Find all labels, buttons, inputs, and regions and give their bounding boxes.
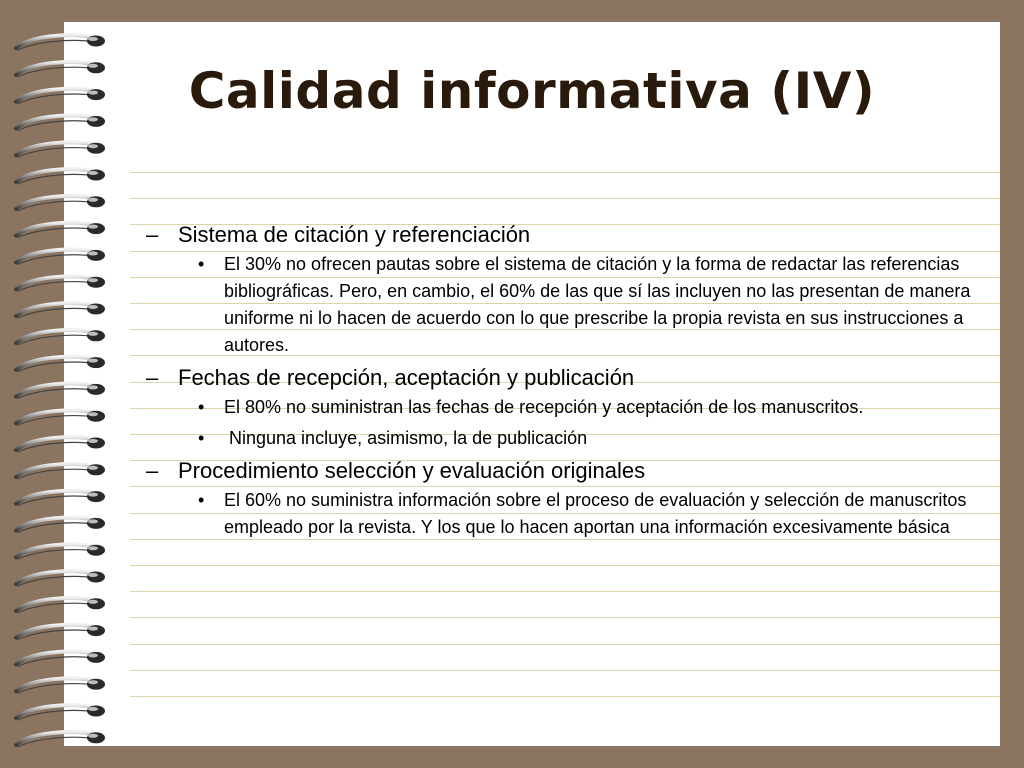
slide-content bbox=[146, 220, 976, 545]
spiral-coil bbox=[16, 544, 105, 559]
spiral-coil bbox=[16, 384, 105, 399]
ruled-line bbox=[130, 591, 1000, 592]
bullet-list bbox=[146, 487, 976, 541]
bullet-marker: • bbox=[198, 490, 205, 510]
slide-title: Calidad informativa (IV) bbox=[188, 62, 876, 120]
ruled-line bbox=[130, 696, 1000, 697]
bullet-item bbox=[146, 251, 976, 359]
spiral-coil bbox=[16, 250, 105, 265]
spiral-coil bbox=[16, 437, 105, 452]
ruled-line bbox=[130, 670, 1000, 671]
spiral-coil bbox=[16, 571, 105, 586]
spiral-coil bbox=[16, 518, 105, 533]
spiral-coil bbox=[16, 705, 105, 720]
section-heading bbox=[146, 363, 976, 393]
bullet-text: El 30% no ofrecen pautas sobre el sistema de citación y la forma de redactar las referencias bibliográficas. Pero, en cambio, el 60% de las que sí las incluyen no las presentan de manera uniforme ni lo hacen de acuerdo con lo que prescribe la propia revista en sus instrucciones a autores. bbox=[224, 254, 971, 355]
spiral-coil bbox=[16, 169, 105, 184]
spiral-coil bbox=[16, 142, 105, 157]
spiral-coil bbox=[16, 491, 105, 506]
section-heading-text: Sistema de citación y referenciación bbox=[178, 222, 531, 247]
bullet-item bbox=[146, 487, 976, 541]
spiral-coil bbox=[16, 35, 105, 50]
spiral-coil bbox=[16, 410, 105, 425]
spiral-coil bbox=[16, 303, 105, 318]
spiral-coil bbox=[16, 196, 105, 211]
ruled-line bbox=[130, 565, 1000, 566]
bullet-item bbox=[146, 394, 976, 421]
spiral-coil bbox=[16, 330, 105, 345]
section-evaluation bbox=[146, 456, 976, 541]
bullet-list bbox=[146, 251, 976, 359]
section-heading bbox=[146, 456, 976, 486]
section-heading-text: Fechas de recepción, aceptación y publicación bbox=[178, 365, 635, 390]
spiral-coil bbox=[16, 678, 105, 693]
section-dates bbox=[146, 363, 976, 452]
spiral-coil bbox=[16, 732, 105, 747]
bullet-list bbox=[146, 394, 976, 452]
spiral-coil bbox=[16, 625, 105, 640]
spiral-coil bbox=[16, 652, 105, 667]
ruled-line bbox=[130, 617, 1000, 618]
dash-marker: – bbox=[146, 458, 159, 483]
bullet-item bbox=[146, 425, 976, 452]
spiral-coil bbox=[16, 598, 105, 613]
section-heading bbox=[146, 220, 976, 250]
ruled-line bbox=[130, 198, 1000, 199]
bullet-marker: • bbox=[198, 397, 205, 417]
spiral-coil bbox=[16, 357, 105, 372]
dash-marker: – bbox=[146, 365, 159, 390]
ruled-line bbox=[130, 644, 1000, 645]
bullet-text: El 60% no suministra información sobre el proceso de evaluación y selección de manuscritos empleado por la revista. Y los que lo hacen aportan una información excesivamente básica bbox=[224, 490, 967, 537]
spiral-coil bbox=[16, 223, 105, 238]
bullet-text: El 80% no suministran las fechas de recepción y aceptación de los manuscritos. bbox=[224, 397, 864, 417]
dash-marker: – bbox=[146, 222, 159, 247]
ruled-line bbox=[130, 172, 1000, 173]
bullet-marker: • bbox=[198, 428, 205, 448]
section-heading-text: Procedimiento selección y evaluación originales bbox=[178, 458, 646, 483]
spiral-coil bbox=[16, 276, 105, 291]
section-citation bbox=[146, 220, 976, 359]
bullet-text: Ninguna incluye, asimismo, la de publicación bbox=[224, 428, 588, 448]
bullet-marker: • bbox=[198, 254, 205, 274]
spiral-coil bbox=[16, 464, 105, 479]
